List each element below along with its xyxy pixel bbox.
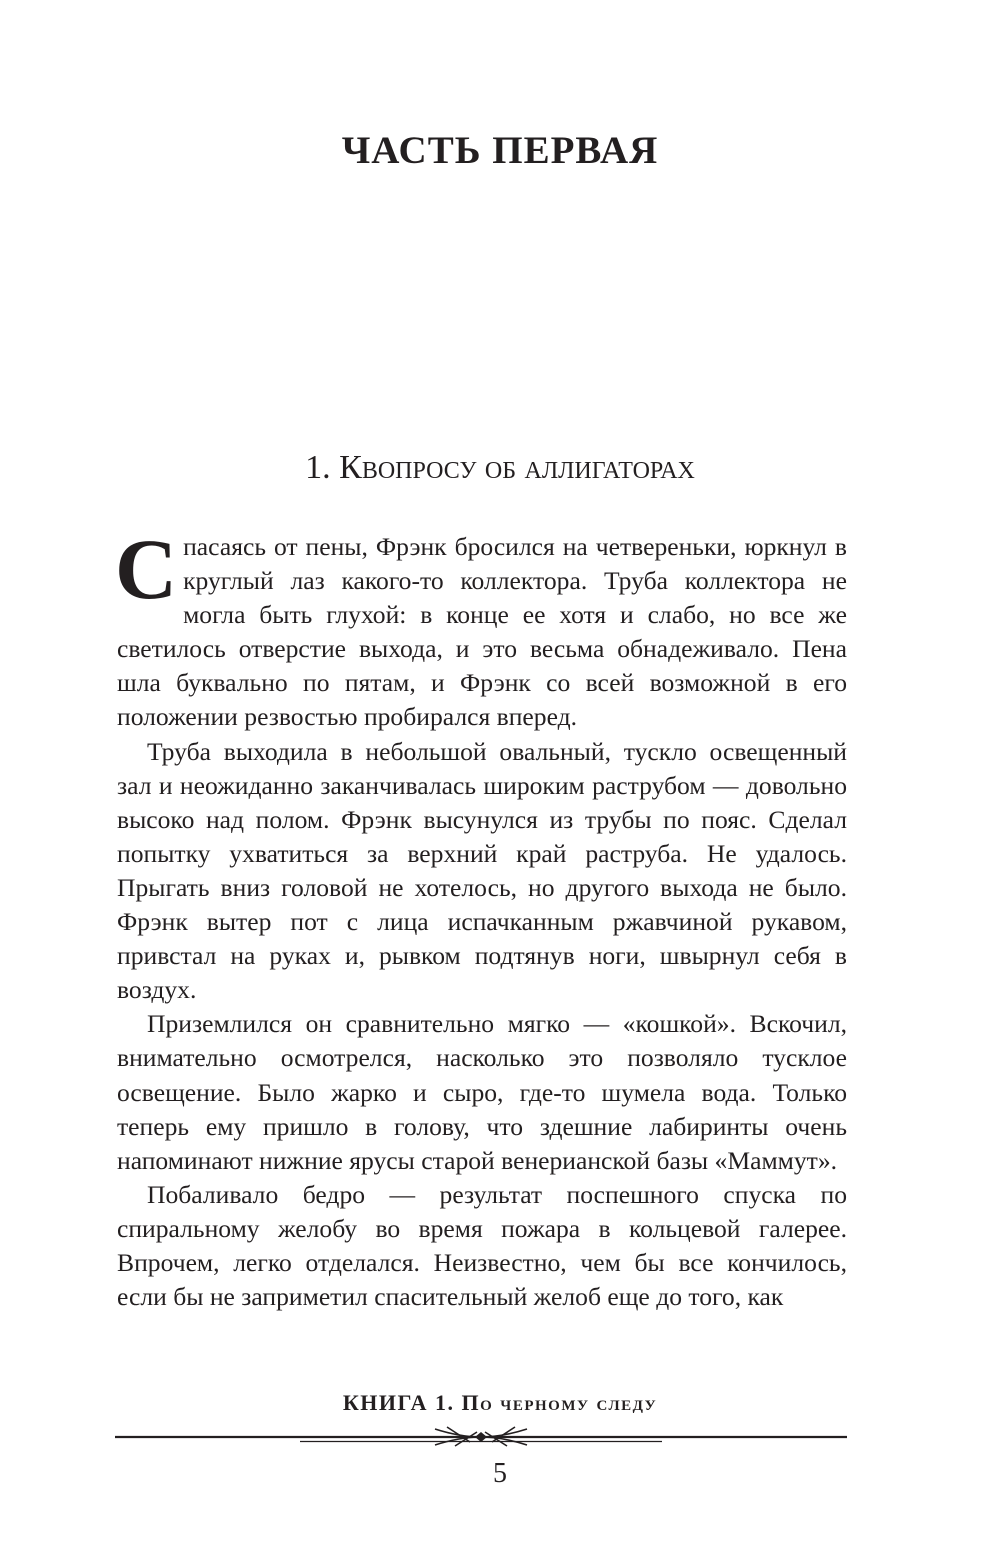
page-number: 5 — [493, 1458, 507, 1489]
running-footer — [0, 1390, 1000, 1416]
book-title: По черному следу — [461, 1390, 658, 1415]
chapter-title — [0, 448, 1000, 489]
chapter-first-letter: К — [339, 449, 362, 486]
paragraph-3: Приземлился он сравнительно мягко — «кошкой». Вскочил, внимательно осмотрелся, насколько это позволяло тусклое освещение. Было жарко и сыро, где-то шумела вода. Только теперь ему пришло в голову, что здешние лабиринты очень напоминают нижние ярусы старой венерианской базы «Маммут». — [117, 1009, 847, 1175]
drop-cap: С — [115, 521, 178, 617]
chapter-title-rest: вопросу об аллигаторах — [361, 449, 695, 486]
chapter-number: 1. — [305, 449, 331, 486]
chapter-body — [115, 521, 847, 1314]
paragraph-1 — [115, 521, 847, 735]
ornament-divider — [115, 1424, 847, 1450]
paragraph-1-text: пасаясь от пены, Фрэнк бросился на четвереньки, юркнул в круглый лаз какого-то коллектора. Труба коллектора не могла быть глухой: в конце ее хотя и слабо, но все же светилось отверстие выхода, и это весьма обнадеживало. Пена шла буквально по пятам, и Фрэнк со всей возможной в его положении резвостью пробирался вперед. — [117, 532, 847, 732]
paragraph-4: Побаливало бедро — результат поспешного спуска по спиральному желобу во время пожара в кольцевой галерее. Впрочем, легко отделался. Неизвестно, чем бы все кончилось, если бы не заприметил спасительный желоб еще до того, как — [117, 1179, 847, 1312]
book-label: КНИГА 1. — [342, 1390, 455, 1415]
paragraph-2: Труба выходила в небольшой овальный, тускло освещенный зал и неожиданно заканчивалась широким раструбом — довольно высоко над полом. Фрэнк высунулся из трубы по пояс. Сделал попытку ухватиться за верхний край раструба. Не удалось. Прыгать вниз головой не хотелось, но другого выхода не было. Фрэнк вытер пот с лица испачканным ржавчиной рукавом, привстал на руках и, рывком подтянув ноги, швырнул себя в воздух. — [117, 736, 847, 1005]
part-title: ЧАСТЬ ПЕРВАЯ — [341, 129, 659, 172]
